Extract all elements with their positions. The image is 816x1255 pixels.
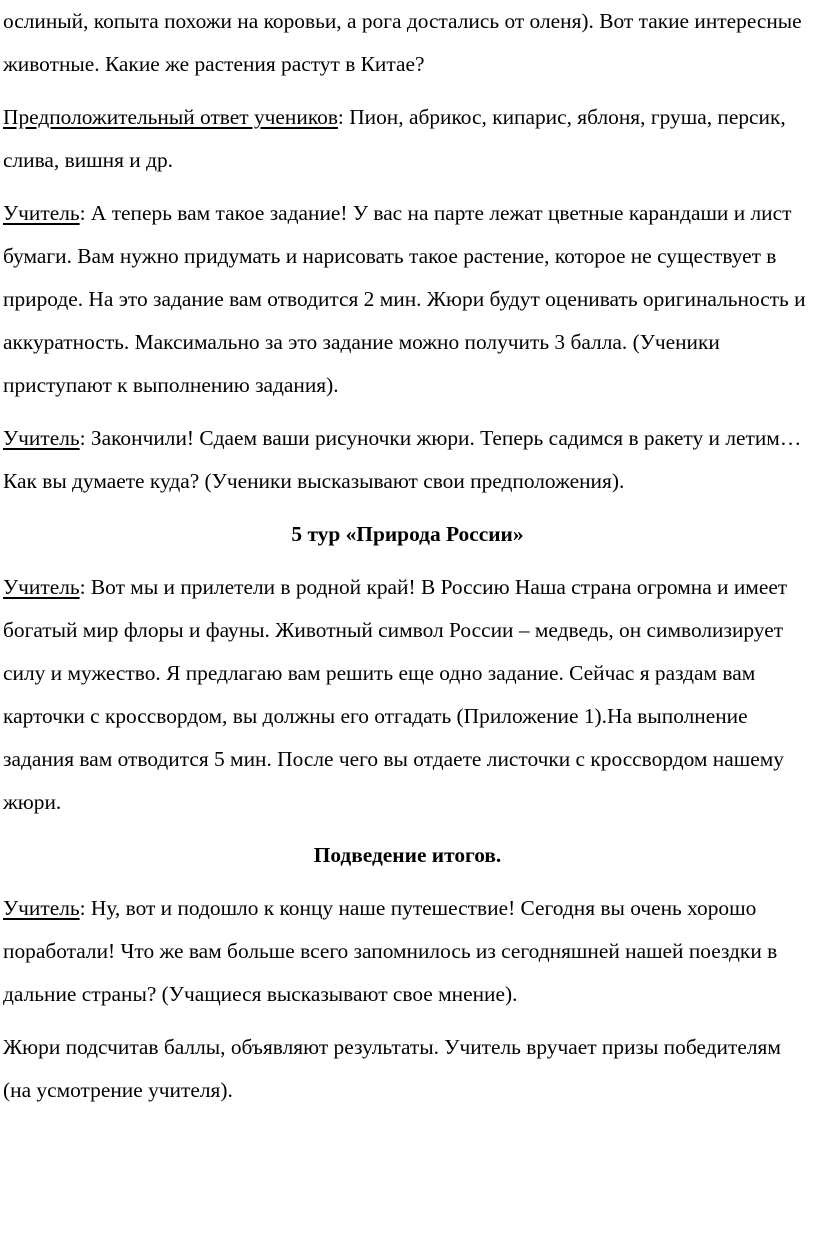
paragraph-teacher-finished <box>3 417 812 503</box>
paragraph-text: : Ну, вот и подошло к концу наше путешествие! Сегодня вы очень хорошо поработали! Что же вам больше всего запомнилось из сегодняшней нашей поездки в дальние страны? (Учащиеся высказывают свое мнение). <box>3 896 778 1006</box>
paragraph-text: : Пион, абрикос, кипарис, яблоня, груша, персик, слива, вишня и др. <box>3 105 786 172</box>
paragraph-text: : Вот мы и прилетели в родной край! В Россию Наша страна огромна и имеет богатый мир флоры и фауны. Животный символ России – медведь, он символизирует силу и мужество. Я предлагаю вам решить еще одно задание. Сейчас я раздам вам карточки с кроссвордом, вы должны его отгадать (Приложение 1).На выполнение задания вам отводится 5 мин. После чего вы отдаете листочки с кроссвордом нашему жюри. <box>3 575 788 814</box>
paragraph-intro <box>3 0 812 86</box>
paragraph-jury-results <box>3 1026 812 1112</box>
paragraph-teacher-summary <box>3 887 812 1016</box>
speaker-label: Учитель <box>3 896 80 920</box>
speaker-label: Учитель <box>3 201 80 225</box>
section-heading-summary: Подведение итогов. <box>313 843 502 867</box>
paragraph-teacher-russia <box>3 566 812 824</box>
paragraph-text: : Закончили! Сдаем ваши рисуночки жюри. Теперь садимся в ракету и летим… Как вы думаете куда? (Ученики высказывают свои предположения). <box>3 426 802 493</box>
paragraph-text: : А теперь вам такое задание! У вас на парте лежат цветные карандаши и лист бумаги. Вам нужно придумать и нарисовать такое растение, которое не существует в природе. На это задание вам отводится 2 мин. Жюри будут оценивать оригинальность и аккуратность. Максимально за это задание можно получить 3 балла. (Ученики приступают к выполнению задания). <box>3 201 806 397</box>
section-heading-russia: 5 тур «Природа России» <box>291 522 524 546</box>
paragraph-teacher-task <box>3 192 812 407</box>
speaker-label: Предположительный ответ учеников <box>3 105 338 129</box>
speaker-label: Учитель <box>3 426 80 450</box>
speaker-label: Учитель <box>3 575 80 599</box>
paragraph-text: ослиный, копыта похожи на коровьи, а рога достались от оленя). Вот такие интересные животные. Какие же растения растут в Китае? <box>3 9 802 76</box>
paragraph-students-answer <box>3 96 812 182</box>
paragraph-text: Жюри подсчитав баллы, объявляют результаты. Учитель вручает призы победителям (на усмотрение учителя). <box>3 1035 781 1102</box>
